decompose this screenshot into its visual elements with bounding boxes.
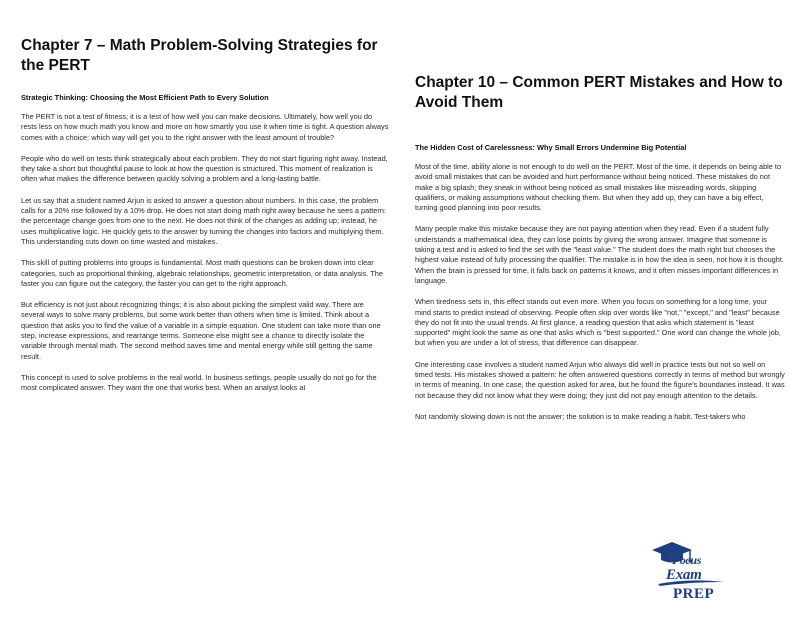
- left-paragraph-6: This concept is used to solve problems in the real world. In business settings, people usually do not go for the most complicated answer. They want the one that works best. When an analyst looks at: [21, 372, 377, 393]
- right-column: [415, 73, 785, 422]
- right-section-heading: The Hidden Cost of Carelessness: Why Small Errors Undermine Big Potential: [415, 143, 687, 152]
- left-paragraph-5: But efficiency is not just about recognizing things; it is also about picking the simplest valid way. There are several ways to solve many problems, but some work better than others when time is limited. Think about a question that asks you to find the value of a variable in a simple equation. One student can take more than one step, increase expressions, and rearrange terms. Someone else might see a chance to directly isolate the variable through mental math. The second method saves time and mental energy while still getting the same result.: [21, 300, 381, 361]
- chapter-7-title: Chapter 7 – Math Problem-Solving Strategies for the PERT: [21, 37, 378, 74]
- focus-exam-prep-logo: [650, 538, 730, 608]
- left-paragraph-2: People who do well on tests think strategically about each problem. They do not start figuring right away. Instead, they take a short but thoughtful pause to look at how the question is structured. This moment of realization is often what makes the difference between quickly solving a problem and a long-lasting battle.: [21, 153, 388, 184]
- right-paragraph-2: Many people make this mistake because they are not paying attention when they read. Even if a student fully understands a mathematical idea, they can lose points by giving the wrong answer. Imagine that someone is taking a test and is asked to find the set with the "least value." The student does the math right but chooses the highest value instead of fully processing the qualifier. The mistake is in how the idea is seen, not how it is thought. When the brain is pressed for time, it falls back on patterns it knows, and it often misses important differences in language.: [415, 224, 784, 285]
- right-paragraph-5: Not randomly slowing down is not the answer; the solution is to make reading a habit. Test-takers who: [415, 411, 746, 421]
- left-section-heading: Strategic Thinking: Choosing the Most Efficient Path to Every Solution: [21, 93, 269, 102]
- left-paragraph-4: This skill of putting problems into groups is fundamental. Most math questions can be broken down into clear categories, such as proportional thinking, algebraic relationships, geometric interpretation, or data analysis. The faster you can figure out the category, the faster you can get to the right approach.: [21, 258, 383, 288]
- right-paragraph-4: One interesting case involves a student named Arjun who always did well in practice tests but not so well on timed tests. His mistakes showed a pattern: he often answered questions correctly in terms of method but wrongly in terms of meaning. In one case, the question asked for area, but he found the figure's boundaries instead. It was not because they did not know what they were doing; they just did not pay enough attention to the details.: [415, 359, 785, 400]
- right-paragraph-1: Most of the time, ability alone is not enough to do well on the PERT. Most of the time, it depends on being able to avoid small mistakes that can be avoided and hurt performance without being noticed. These mistakes do not make a big splash; they sneak in without being noticed as small mistakes like misreading words, skipping qualifiers, or making assumptions without checking them. But when they add up, they can have a big effect, turning good planning into poor results.: [415, 162, 782, 213]
- logo-text-exam: Exam: [666, 567, 702, 583]
- left-paragraph-3: Let us say that a student named Arjun is asked to answer a question about numbers. In this case, the problem calls for a 20% rise followed by a 10% drop. He does not start doing math right away because he sees a pattern: the percentage change goes from one to the next. He does not think of the changes as adding up; instead, he uses multiplicative logic. He quickly gets to the answer by turning the changes into factors and multiplying them. This understanding cuts down on time wasted and mistakes.: [21, 195, 386, 246]
- left-paragraph-1: The PERT is not a test of fitness; it is a test of how well you can make decisions. Ultimately, how well you do rests less on how much math you know and more on how smartly you use it when time is tight. A question always comes with a choice: which way will get you to the right answer with the least amount of trouble?: [21, 112, 389, 142]
- logo-text-prep: PREP: [673, 586, 715, 602]
- right-paragraph-3: When tiredness sets in, this effect stands out even more. When you focus on something for a long time, your mind starts to predict instead of observing. People often skip over words like "not," "except," and "least" because they do not fit into the usual trends. At first glance, a reading question that asks which statement is "least supported" might look the same as one that asks which is "best supported." One word can change the whole job, but when you are under a lot of stress, that difference can disappear.: [415, 297, 781, 348]
- left-column: [21, 36, 389, 394]
- chapter-10-title: Chapter 10 – Common PERT Mistakes and How to Avoid Them: [415, 74, 783, 111]
- logo-text-focus: Focus: [672, 553, 702, 567]
